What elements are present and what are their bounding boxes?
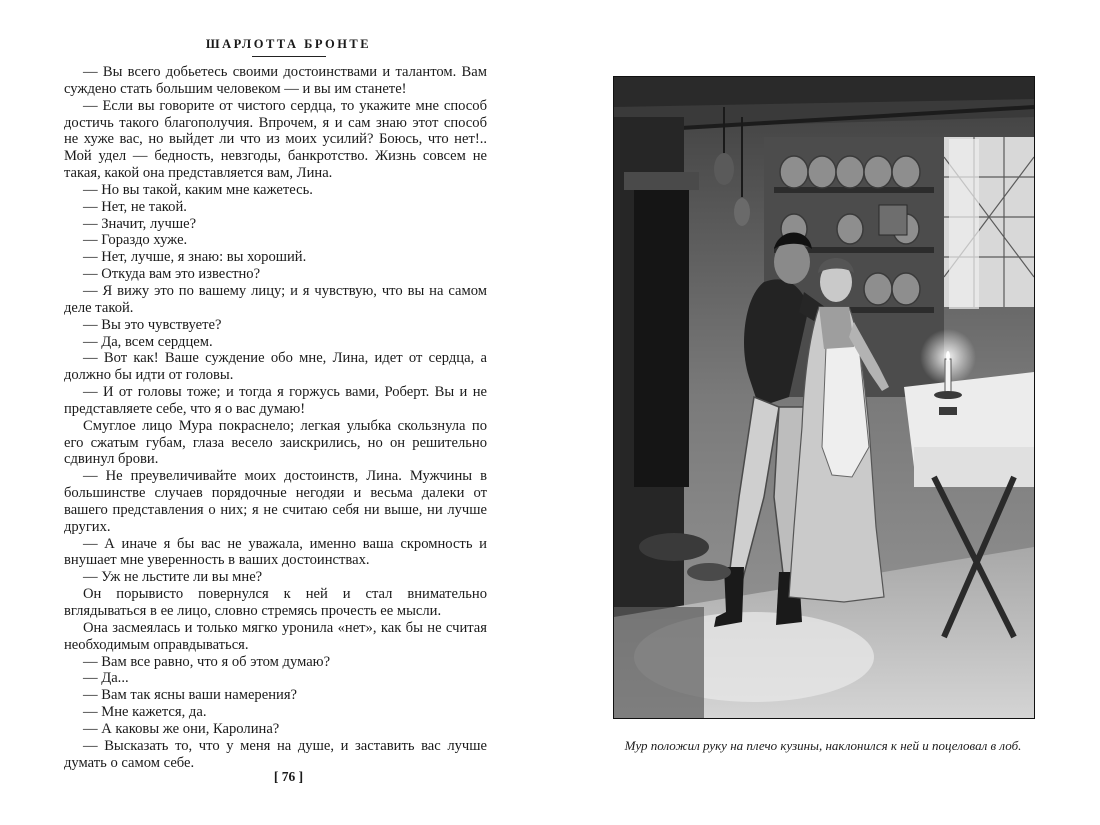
paragraph: — Вы всего добьетесь своими достоинствами и талантом. Вам суждено стать большим человеком — и вы им станете! — [64, 64, 487, 97]
paragraph: — Нет, лучше, я знаю: вы хороший. — [83, 249, 307, 266]
couple-in-kitchen-illustration — [613, 76, 1035, 719]
left-page — [0, 0, 545, 825]
paragraph: — Не преувеличивайте моих достоинств, Лина. Мужчины в большинстве случаев порядочные негодяи и весьма далеки от вашего представления о них; я не считаю себя ни выше, ни лучше других. — [64, 468, 487, 535]
paragraph: — Если вы говорите от чистого сердца, то укажите мне способ достичь такого благополучия. Впрочем, я и сам знаю этот способ не хуже вас, но выйдет ли что из моих усилий? Боюсь, что нет!.. Мой удел — бедность, невзгоды, банкротство. Жизнь совсем не такая, какой она представляется вам, Лина. — [64, 97, 487, 182]
running-head: ШАРЛОТТА БРОНТЕ — [205, 37, 372, 51]
paragraph: — Вот как! Ваше суждение обо мне, Лина, идет от сердца, а должно бы идти от головы. — [64, 350, 487, 384]
paragraph: — И от головы тоже; и тогда я горжусь вами, Роберт. Вы и не представляете себе, что я о вас думаю! — [64, 384, 487, 417]
paragraph: Она засмеялась и только мягко уронила «нет», как бы не считая необходимым оправдываться. — [64, 619, 487, 653]
illustration-caption: Мур положил руку на плечо кузины, наклонился к ней и поцеловал в лоб. — [624, 738, 1022, 753]
running-head-rule — [252, 56, 326, 57]
paragraph: — Да, всем сердцем. — [83, 333, 213, 350]
paragraph: — Вам так ясны ваши намерения? — [83, 687, 298, 704]
paragraph: — Я вижу это по вашему лицу; и я чувствую, что вы на самом деле такой. — [64, 282, 487, 316]
paragraph: — Но вы такой, каким мне кажетесь. — [83, 181, 313, 198]
right-page — [545, 0, 1100, 825]
page-number: [ 76 ] — [273, 769, 304, 784]
paragraph: — Гораздо хуже. — [83, 232, 188, 249]
paragraph: — Вам все равно, что я об этом думаю? — [83, 653, 331, 670]
body-text — [64, 64, 487, 771]
paragraph: — Нет, не такой. — [83, 198, 187, 215]
paragraph: — Значит, лучше? — [83, 215, 197, 232]
paragraph: Смуглое лицо Мура покраснело; легкая улыбка скользнула по его сжатым губам, глаза весело заискрились, но он решительно сдвинул брови. — [64, 417, 487, 468]
paragraph: — Вы это чувствуете? — [83, 316, 222, 333]
paragraph: — Да... — [83, 670, 129, 687]
paragraph: — Откуда вам это известно? — [83, 266, 261, 283]
paragraph: — А каковы же они, Каролина? — [83, 720, 280, 737]
paragraph: — Уж не льстите ли вы мне? — [83, 569, 263, 586]
paragraph: — Мне кажется, да. — [83, 704, 207, 721]
paragraph: — Высказать то, что у меня на душе, и заставить вас лучше думать о самом себе. — [64, 737, 487, 771]
paragraph: — А иначе я бы вас не уважала, именно ваша скромность и внушает мне уверенность в ваших достоинствах. — [64, 535, 487, 569]
paragraph: Он порывисто повернулся к ней и стал внимательно вглядываться в ее лицо, словно стремясь прочесть ее мысли. — [64, 586, 487, 619]
